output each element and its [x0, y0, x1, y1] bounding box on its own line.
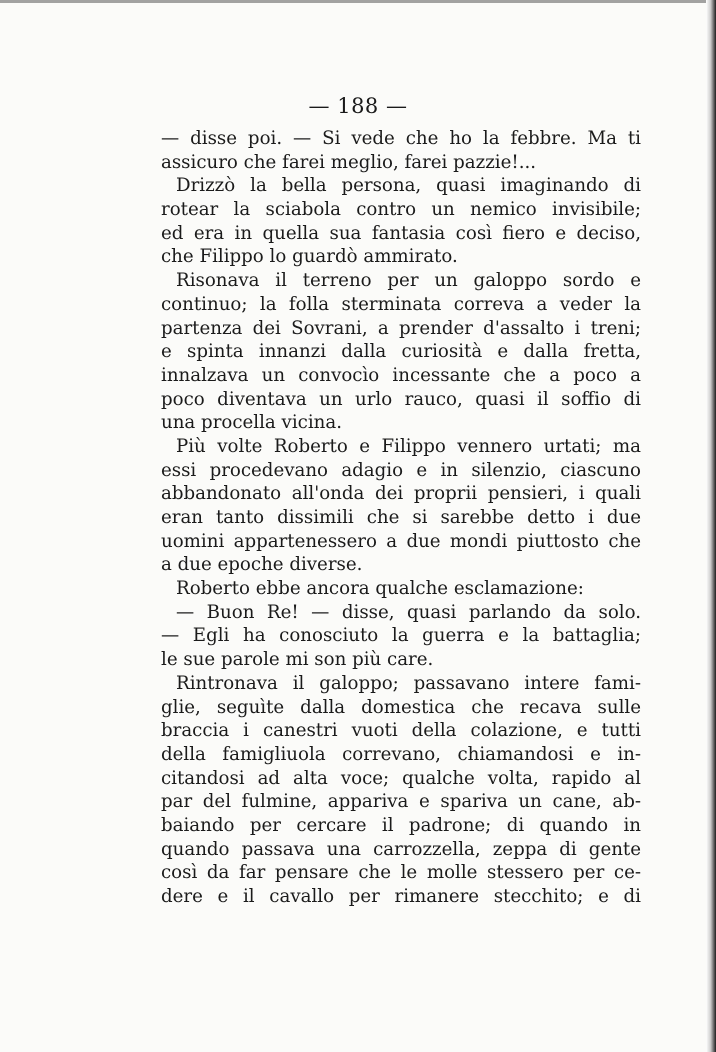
text-line: — Egli ha conosciuto la guerra e la battaglia; — [161, 625, 641, 647]
text-line: — Buon Re! — disse, quasi parlando da solo. — [176, 601, 641, 623]
text-line: a due epoche diverse. — [161, 554, 363, 576]
text-line: braccia i canestri vuoti della colazione, e tutti — [161, 720, 641, 742]
text-line: citandosi ad alta voce; qualche volta, rapido al — [161, 767, 641, 789]
text-line: Più volte Roberto e Filippo vennero urtati; ma — [176, 435, 641, 457]
text-line: una procella vicina. — [161, 412, 342, 434]
text-line: ed era in quella sua fantasia così fiero e deciso, — [161, 222, 641, 244]
text-line: quando passava una carrozzella, zeppa di gente — [161, 838, 641, 860]
text-line: rotear la sciabola contro un nemico invisibile; — [161, 199, 641, 221]
text-line: glie, seguìte dalla domestica che recava sulle — [161, 696, 641, 718]
text-line: eran tanto dissimili che si sarebbe detto i due — [161, 507, 641, 528]
text-line: innalzava un convocìo incessante che a poco a — [161, 364, 641, 386]
text-line: partenza dei Sovrani, a prender d'assalto i treni; — [161, 317, 641, 339]
text-line: continuo; la folla sterminata correva a veder la — [161, 293, 641, 315]
text-line: par del fulmine, appariva e spariva un cane, ab- — [161, 791, 641, 813]
text-line: poco diventava un urlo rauco, quasi il soffio di — [161, 388, 641, 410]
text-line: — disse poi. — Si vede che ho la febbre. Ma ti — [161, 128, 641, 149]
text-line: dere e il cavallo per rimanere stecchito; e di — [161, 886, 641, 907]
body-text — [161, 127, 641, 909]
page-number: — 188 — — [308, 94, 408, 118]
page-top-edge — [0, 0, 716, 3]
text-line: uomini appartenessero a due mondi piuttosto che — [161, 530, 641, 552]
text-line: Rintronava il galoppo; passavano intere fami- — [176, 672, 641, 694]
text-line: della famigliuola correvano, chiamandosi e in- — [161, 743, 641, 765]
text-line: così da far pensare che le molle stessero per ce- — [161, 862, 641, 884]
page-binding-shadow — [706, 0, 716, 1052]
text-line: Risonava il terreno per un galoppo sordo e — [176, 270, 641, 292]
text-line: baiando per cercare il padrone; di quando in — [161, 814, 641, 836]
text-line: le sue parole mi son più care. — [161, 649, 434, 671]
text-line: assicuro che farei meglio, farei pazzie!... — [161, 151, 537, 173]
text-line: abbandonato all'onda dei proprii pensieri, i quali — [161, 483, 641, 505]
text-line: che Filippo lo guardò ammirato. — [161, 246, 458, 268]
text-line: e spinta innanzi dalla curiosità e dalla fretta, — [161, 341, 641, 363]
text-line: Drizzò la bella persona, quasi imaginando di — [176, 175, 641, 197]
text-line: Roberto ebbe ancora qualche esclamazione: — [176, 578, 584, 600]
text-line: essi procedevano adagio e in silenzio, ciascuno — [161, 459, 641, 481]
